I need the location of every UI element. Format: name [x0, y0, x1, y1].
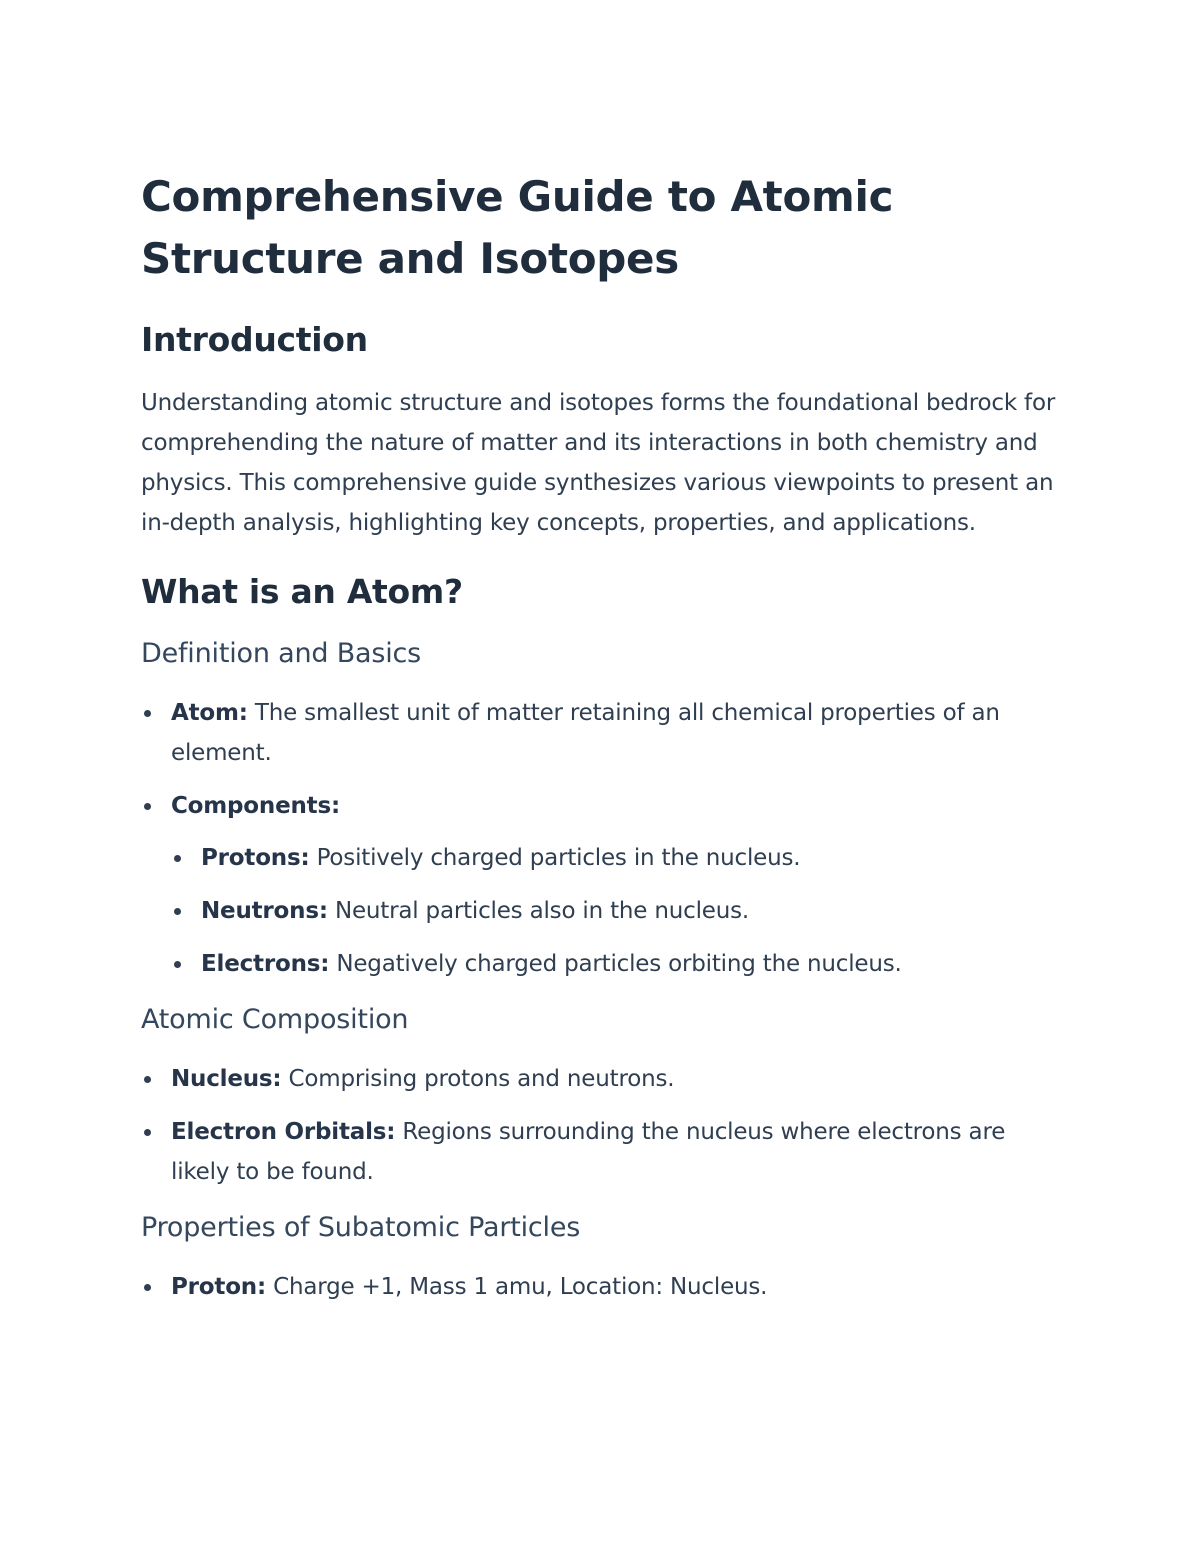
term-label: Electron Orbitals:: [171, 1119, 396, 1145]
term-label: Neutrons:: [201, 898, 328, 924]
term-label: Proton:: [171, 1274, 266, 1300]
list-item-atom: [141, 693, 1060, 773]
list-item-neutrons: [171, 891, 1060, 931]
list-item-electrons: [171, 944, 1060, 984]
term-label: Protons:: [201, 845, 310, 871]
term-label: Nucleus:: [171, 1066, 282, 1092]
list-item-nucleus: [141, 1059, 1060, 1099]
term-description: The smallest unit of matter retaining all chemical properties of an element.: [171, 700, 1000, 766]
section-heading-introduction: Introduction: [141, 320, 368, 359]
bullet-icon: [174, 908, 181, 915]
term-label: Components:: [171, 793, 340, 819]
subheading-definition-basics: Definition and Basics: [141, 638, 422, 669]
term-description: Regions surrounding the nucleus where electrons are likely to be found.: [171, 1119, 1006, 1185]
list-item-components: [141, 786, 1060, 984]
bullet-icon: [144, 1076, 151, 1083]
section-heading-what-is-atom: What is an Atom?: [141, 572, 463, 611]
bullet-icon: [144, 710, 151, 717]
bullet-icon: [144, 1284, 151, 1291]
properties-list: [141, 1267, 1060, 1307]
list-item-electron-orbitals: [141, 1112, 1060, 1192]
list-item-protons: [171, 838, 1060, 878]
bullet-icon: [174, 961, 181, 968]
term-description: Negatively charged particles orbiting the nucleus.: [329, 951, 902, 977]
subheading-atomic-composition: Atomic Composition: [141, 1004, 409, 1035]
document-title: Comprehensive Guide to Atomic Structure and Isotopes: [141, 172, 894, 283]
term-description: Comprising protons and neutrons.: [281, 1066, 675, 1092]
bullet-icon: [144, 1129, 151, 1136]
bullet-icon: [174, 855, 181, 862]
components-sublist: [171, 838, 1060, 984]
term-description: Neutral particles also in the nucleus.: [327, 898, 749, 924]
term-description: Positively charged particles in the nucleus.: [309, 845, 801, 871]
bullet-icon: [144, 803, 151, 810]
subheading-subatomic-properties: Properties of Subatomic Particles: [141, 1212, 581, 1243]
term-label: Electrons:: [201, 951, 330, 977]
composition-list: [141, 1059, 1060, 1192]
term-label: Atom:: [171, 700, 248, 726]
introduction-paragraph: Understanding atomic structure and isotopes forms the foundational bedrock for comprehending the nature of matter and its interactions in both chemistry and physics. This comprehensive guide synthesizes various viewpoints to present an in-depth analysis, highlighting key concepts, properties, and applications.: [141, 390, 1056, 536]
definition-list: [141, 693, 1060, 984]
term-description: Charge +1, Mass 1 amu, Location: Nucleus.: [265, 1274, 768, 1300]
list-item-proton: [141, 1267, 1060, 1307]
